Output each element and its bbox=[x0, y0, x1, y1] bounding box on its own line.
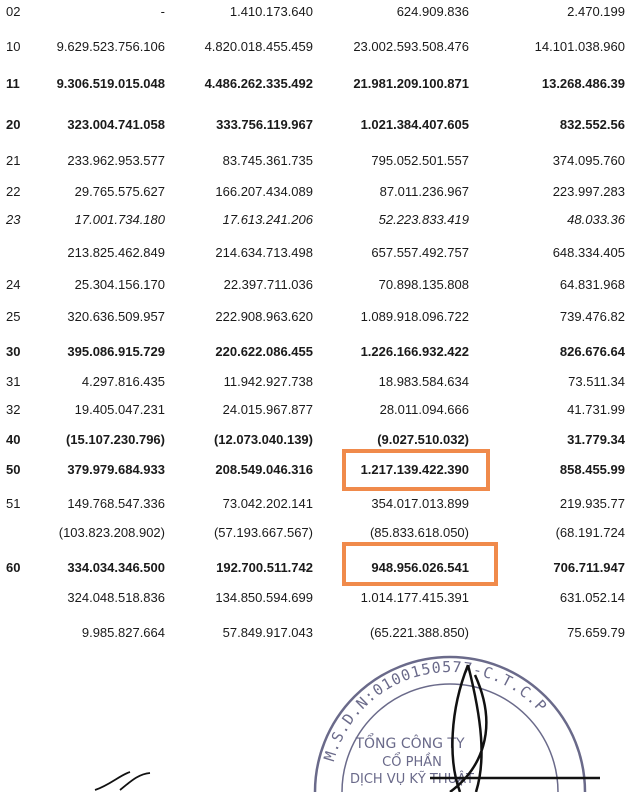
cell-value: 631.052.14 bbox=[559, 590, 625, 605]
cell-value: (57.193.667.567) bbox=[213, 525, 313, 540]
cell-value: 334.034.346.500 bbox=[67, 560, 165, 575]
row-code: 23 bbox=[6, 212, 21, 227]
cell-value: 24.015.967.877 bbox=[222, 402, 313, 417]
cell-value: 323.004.741.058 bbox=[67, 117, 165, 132]
cell-value: (65.221.388.850) bbox=[369, 625, 469, 640]
row-code: 60 bbox=[6, 560, 21, 575]
cell-value: 1.014.177.415.391 bbox=[360, 590, 469, 605]
table-row bbox=[0, 494, 625, 514]
cell-value: 23.002.593.508.476 bbox=[353, 39, 469, 54]
cell-value: 1.226.166.932.422 bbox=[360, 344, 469, 359]
table-row bbox=[0, 430, 625, 450]
company-stamp bbox=[300, 650, 600, 792]
row-code: 25 bbox=[6, 309, 21, 324]
cell-value: 208.549.046.316 bbox=[215, 462, 313, 477]
cell-value: 19.405.047.231 bbox=[74, 402, 165, 417]
row-code: 10 bbox=[6, 39, 21, 54]
table-row bbox=[0, 182, 625, 202]
cell-value: 739.476.82 bbox=[559, 309, 625, 324]
cell-value: 83.745.361.735 bbox=[222, 153, 313, 168]
cell-value: 22.397.711.036 bbox=[223, 277, 313, 292]
row-code bbox=[6, 523, 36, 543]
cell-value: 657.557.492.757 bbox=[371, 245, 469, 260]
highlight-box-row-60 bbox=[342, 542, 498, 586]
table-row bbox=[0, 307, 625, 327]
cell-value: 395.086.915.729 bbox=[67, 344, 165, 359]
row-code: 50 bbox=[6, 462, 21, 477]
cell-value: 14.101.038.960 bbox=[534, 39, 625, 54]
cell-value: 166.207.434.089 bbox=[215, 184, 313, 199]
row-code bbox=[6, 588, 36, 608]
row-code: 02 bbox=[6, 4, 21, 19]
row-code: 51 bbox=[6, 496, 21, 511]
stamp-ring-text: M.S.D.N:0100150577-C.T.C.P bbox=[320, 657, 551, 764]
cell-value: 13.268.486.39 bbox=[541, 76, 625, 91]
cell-value: 149.768.547.336 bbox=[67, 496, 165, 511]
cell-value: 948.956.026.541 bbox=[371, 560, 469, 575]
cell-value: 48.033.36 bbox=[567, 212, 625, 227]
cell-value: 25.304.156.170 bbox=[74, 277, 165, 292]
cell-value: (103.823.208.902) bbox=[58, 525, 165, 540]
cell-value: 28.011.094.666 bbox=[379, 402, 469, 417]
cell-value: (85.833.618.050) bbox=[369, 525, 469, 540]
row-code: 11 bbox=[6, 76, 20, 91]
cell-value: 324.048.518.836 bbox=[67, 590, 165, 605]
cell-value: (9.027.510.032) bbox=[377, 432, 469, 447]
cell-value: 223.997.283 bbox=[552, 184, 625, 199]
cell-value: 2.470.199 bbox=[567, 4, 625, 19]
cell-value: 17.613.241.206 bbox=[222, 212, 313, 227]
cell-value: 832.552.56 bbox=[559, 117, 625, 132]
cell-value: (15.107.230.796) bbox=[65, 432, 165, 447]
cell-value: 9.306.519.015.048 bbox=[56, 76, 165, 91]
cell-value: 374.095.760 bbox=[552, 153, 625, 168]
cell-value: 11.942.927.738 bbox=[223, 374, 313, 389]
table-row bbox=[0, 372, 625, 392]
table-row bbox=[0, 275, 625, 295]
table-row bbox=[0, 243, 625, 263]
row-code: 22 bbox=[6, 184, 21, 199]
cell-value: 9.985.827.664 bbox=[81, 625, 165, 640]
cell-value: 41.731.99 bbox=[567, 402, 625, 417]
cell-value: 795.052.501.557 bbox=[371, 153, 469, 168]
cell-value: 134.850.594.699 bbox=[215, 590, 313, 605]
cell-value: 17.001.734.180 bbox=[74, 212, 165, 227]
table-row bbox=[0, 342, 625, 362]
table-row bbox=[0, 37, 625, 57]
cell-value: 233.962.953.577 bbox=[67, 153, 165, 168]
signature-mark bbox=[90, 770, 170, 792]
cell-value: 64.831.968 bbox=[559, 277, 625, 292]
highlight-box-row-50 bbox=[342, 449, 490, 491]
cell-value: 214.634.713.498 bbox=[215, 245, 313, 260]
table-row bbox=[0, 523, 625, 543]
cell-value: 624.909.836 bbox=[396, 4, 469, 19]
cell-value: 75.659.79 bbox=[567, 625, 625, 640]
table-row bbox=[0, 210, 625, 230]
cell-value: 219.935.77 bbox=[559, 496, 625, 511]
cell-value: 70.898.135.808 bbox=[378, 277, 469, 292]
table-row bbox=[0, 115, 625, 135]
cell-value: 73.511.34 bbox=[568, 374, 625, 389]
cell-value: 213.825.462.849 bbox=[67, 245, 165, 260]
cell-value: 1.089.918.096.722 bbox=[360, 309, 469, 324]
cell-value: 21.981.209.100.871 bbox=[353, 76, 469, 91]
cell-value: 29.765.575.627 bbox=[74, 184, 165, 199]
table-row bbox=[0, 2, 625, 22]
cell-value: 706.711.947 bbox=[553, 560, 625, 575]
table-row bbox=[0, 588, 625, 608]
cell-value: 1.217.139.422.390 bbox=[360, 462, 469, 477]
cell-value: (68.191.724 bbox=[555, 525, 625, 540]
table-row bbox=[0, 400, 625, 420]
table-row bbox=[0, 558, 625, 578]
cell-value: 1.410.173.640 bbox=[229, 4, 313, 19]
cell-value: 57.849.917.043 bbox=[222, 625, 313, 640]
cell-value: 826.676.64 bbox=[559, 344, 625, 359]
cell-value: 31.779.34 bbox=[567, 432, 625, 447]
row-code: 20 bbox=[6, 117, 21, 132]
cell-value: 73.042.202.141 bbox=[222, 496, 313, 511]
row-code: 24 bbox=[6, 277, 21, 292]
cell-value: 9.629.523.756.106 bbox=[56, 39, 165, 54]
table-row bbox=[0, 151, 625, 171]
cell-value: 4.820.018.455.459 bbox=[204, 39, 313, 54]
cell-value: 52.223.833.419 bbox=[378, 212, 469, 227]
row-code: 21 bbox=[6, 153, 21, 168]
stamp-line-2: CỔ PHẦN bbox=[382, 755, 442, 770]
cell-value: 858.455.99 bbox=[559, 462, 625, 477]
table-row bbox=[0, 623, 625, 643]
cell-value: 87.011.236.967 bbox=[379, 184, 469, 199]
row-code: 32 bbox=[6, 402, 21, 417]
cell-value: 379.979.684.933 bbox=[67, 462, 165, 477]
cell-value: 1.021.384.407.605 bbox=[360, 117, 469, 132]
row-code: 30 bbox=[6, 344, 21, 359]
cell-value: - bbox=[160, 4, 165, 19]
cell-value: 4.486.262.335.492 bbox=[204, 76, 313, 91]
cell-value: (12.073.040.139) bbox=[213, 432, 313, 447]
row-code bbox=[6, 243, 36, 263]
stamp-line-3: DỊCH VỤ KỸ THUẬT bbox=[349, 772, 475, 787]
cell-value: 354.017.013.899 bbox=[371, 496, 469, 511]
row-code: 40 bbox=[6, 432, 21, 447]
cell-value: 222.908.963.620 bbox=[215, 309, 313, 324]
table-row bbox=[0, 74, 625, 94]
cell-value: 18.983.584.634 bbox=[378, 374, 469, 389]
stamp-line-1: TỔNG CÔNG TY bbox=[355, 736, 465, 752]
cell-value: 320.636.509.957 bbox=[67, 309, 165, 324]
cell-value: 192.700.511.742 bbox=[216, 560, 313, 575]
cell-value: 4.297.816.435 bbox=[81, 374, 165, 389]
cell-value: 648.334.405 bbox=[552, 245, 625, 260]
table-row bbox=[0, 460, 625, 480]
cell-value: 333.756.119.967 bbox=[216, 117, 313, 132]
row-code bbox=[6, 623, 36, 643]
cell-value: 220.622.086.455 bbox=[215, 344, 313, 359]
row-code: 31 bbox=[6, 374, 21, 389]
